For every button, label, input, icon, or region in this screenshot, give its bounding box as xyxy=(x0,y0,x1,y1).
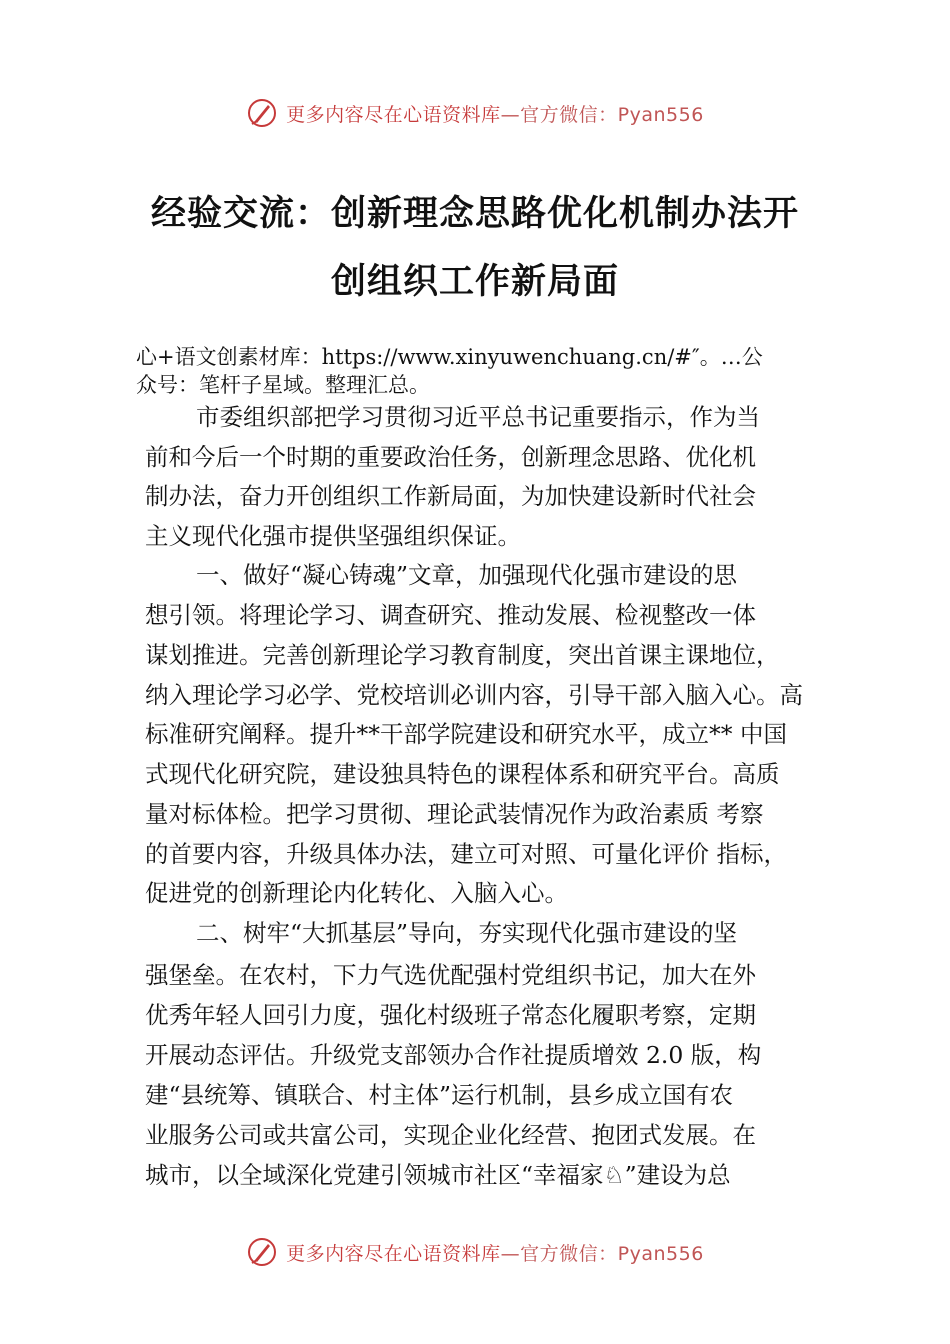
paragraph-line: 强堡垒。在农村，下力气选优配强村党组织书记，加大在外 xyxy=(145,961,756,989)
quill-pen-logo-icon xyxy=(246,1236,278,1268)
watermark-text xyxy=(286,1239,704,1266)
paragraph-line: 优秀年轻人回引力度，强化村级班子常态化履职考察，定期 xyxy=(145,1001,756,1029)
paragraph-line: 市委组织部把学习贯彻习近平总书记重要指示，作为当 xyxy=(196,403,760,431)
paragraph-line: 的首要内容，升级具体办法，建立可对照、可量化评价 指标， xyxy=(145,840,787,868)
watermark-wechat: —官方微信：Pyan556 xyxy=(500,1242,704,1265)
paragraph-line: 开展动态评估。升级党支部领办合作社提质增效 2.0 版，构 xyxy=(145,1041,762,1069)
source-note-line-1: 心+语文创素材库：https://www.xinyuwenchuang.cn/#″。…公 xyxy=(136,345,763,369)
footer-watermark-banner xyxy=(0,1232,950,1272)
paragraph-line: 主义现代化强市提供坚强组织保证。 xyxy=(145,522,521,550)
paragraph-line: 城市，以全域深化党建引领城市社区“幸福家♘”建设为总 xyxy=(145,1161,731,1189)
watermark-wechat: —官方微信：Pyan556 xyxy=(500,103,704,126)
paragraph-line: 前和今后一个时期的重要政治任务，创新理念思路、优化机 xyxy=(145,443,756,471)
watermark-brand: 更多内容尽在心语资料库 xyxy=(286,103,501,126)
paragraph-line: 二、树牢“大抓基层”导向，夯实现代化强市建设的坚 xyxy=(196,919,738,947)
paragraph-line: 一、做好“凝心铸魂”文章，加强现代化强市建设的思 xyxy=(196,561,738,589)
watermark-text xyxy=(286,100,704,127)
quill-pen-logo-icon xyxy=(246,97,278,129)
paragraph-line: 式现代化研究院，建设独具特色的课程体系和研究平台。高质 xyxy=(145,760,780,788)
paragraph-line: 建“县统筹、镇联合、村主体”运行机制，县乡成立国有农 xyxy=(145,1081,734,1109)
paragraph-line: 想引领。将理论学习、调查研究、推动发展、检视整改一体 xyxy=(145,601,756,629)
paragraph-line: 谋划推进。完善创新理论学习教育制度，突出首课主课地位， xyxy=(145,641,780,669)
paragraph-line: 标准研究阐释。提升**干部学院建设和研究水平，成立** 中国 xyxy=(145,720,787,748)
document-title-line-2: 创组织工作新局面 xyxy=(330,261,619,302)
paragraph-line: 量对标体检。把学习贯彻、理论武装情况作为政治素质 考察 xyxy=(145,800,764,828)
paragraph-line: 纳入理论学习必学、党校培训必训内容，引导干部入脑入心。高 xyxy=(145,681,803,709)
paragraph-line: 促进党的创新理论内化转化、入脑入心。 xyxy=(145,879,568,907)
watermark-brand: 更多内容尽在心语资料库 xyxy=(286,1242,501,1265)
paragraph-line: 业服务公司或共富公司，实现企业化经营、抱团式发展。在 xyxy=(145,1121,756,1149)
paragraph-line: 制办法，奋力开创组织工作新局面，为加快建设新时代社会 xyxy=(145,482,756,510)
document-title-line-1: 经验交流：创新理念思路优化机制办法开 xyxy=(150,193,799,234)
source-note-line-2: 众号：笔杆子星域。整理汇总。 xyxy=(136,373,430,397)
header-watermark-banner xyxy=(0,93,950,133)
